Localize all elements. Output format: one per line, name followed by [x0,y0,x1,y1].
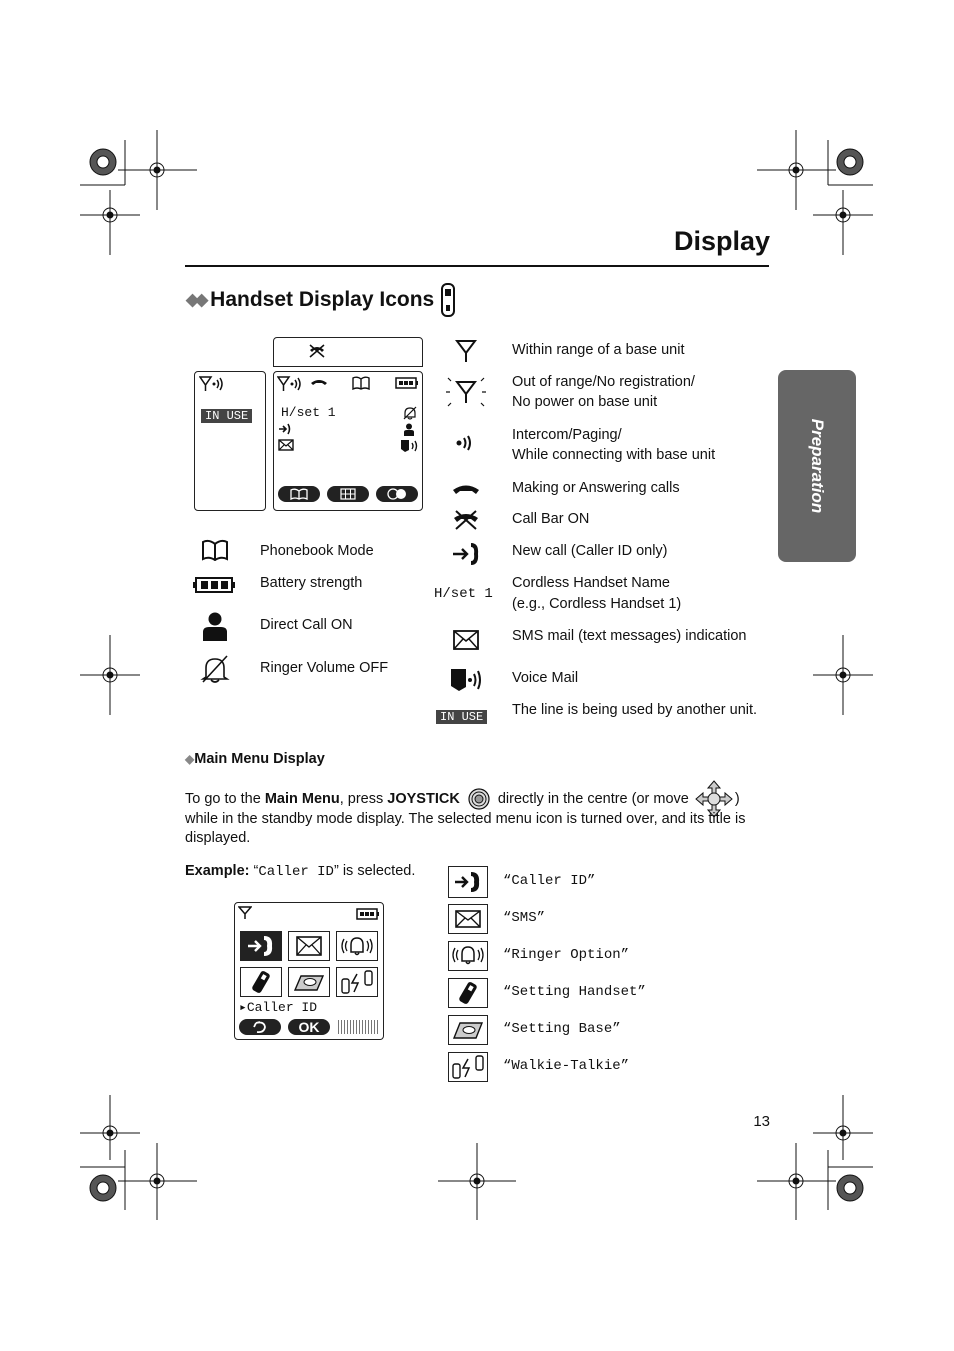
icon-desc: (e.g., Cordless Handset 1) [512,596,682,612]
caller-id-icon [240,931,282,961]
ringer-option-icon [448,941,488,971]
main-menu-paragraph-line3: displayed. [185,830,251,846]
sms-envelope-icon [450,628,482,652]
ringer-off-icon [402,406,418,420]
icon-desc: Phonebook Mode [260,543,374,559]
page-title: Display [673,226,770,256]
icon-desc: Within range of a base unit [512,342,685,358]
menu-tile-ringer [336,931,378,961]
menu-item-label: “Walkie-Talkie” [503,1058,630,1074]
handset-off-hook-icon [310,378,328,388]
main-menu-paragraph-line1: To go to the Main Menu, press JOYSTICK directly in the centre (or move ) [185,780,775,802]
icon-desc: New call (Caller ID only) [512,543,668,559]
menu-grid-icon [340,488,356,500]
softkey-blank [338,1020,378,1034]
menu-tile-caller-id [240,931,282,961]
icon-desc: Battery strength [260,575,363,591]
icon-desc: SMS mail (text messages) indication [512,628,747,644]
sms-envelope-icon [278,439,294,451]
direct-call-icon [403,423,415,437]
diamond-bullets-icon: ◆◆ [186,290,205,309]
antenna-intercom-icon [199,376,227,392]
antenna-intercom-icon [277,376,307,392]
icon-list-left [190,536,430,696]
in-use-badge: IN USE [436,710,487,724]
caller-id-icon [448,866,488,898]
menu-item-label: “Caller ID” [503,873,596,889]
hset-name-text: H/set 1 [434,586,493,602]
menu-tile-setting-handset [240,967,282,997]
softkey-menu [327,486,369,502]
call-bar-icon [308,344,326,358]
battery-icon [395,377,419,389]
menu-tile-sms [288,931,330,961]
joystick-center-icon [468,788,490,810]
phonebook-icon [198,538,232,562]
softkey-intercom [376,486,418,502]
menu-screen [234,902,384,1040]
ringer-off-icon [198,654,232,684]
page-number: 13 [753,1113,770,1130]
menu-item-label: “Setting Base” [503,1021,621,1037]
icon-list-right [430,336,780,726]
antenna-icon [238,906,252,920]
icon-desc: The line is being used by another unit. [512,702,758,718]
side-tab-label: Preparation [808,418,828,514]
walkie-talkie-icon [337,968,377,996]
setting-base-icon [448,1015,488,1045]
in-use-badge: IN USE [201,409,252,423]
icon-desc: Out of range/No registration/ [512,374,695,390]
battery-icon [356,908,380,920]
icon-desc: While connecting with base unit [512,447,716,463]
hset-name-text: H/set 1 [281,405,336,420]
menu-tile-walkie [336,967,378,997]
setting-handset-icon [448,978,488,1008]
phonebook-icon [352,376,370,390]
menu-item-label: “SMS” [503,910,546,926]
icon-desc: Direct Call ON [260,617,353,633]
main-menu-heading: ◆Main Menu Display [185,751,325,767]
example-line: Example: “Caller ID” is selected. [185,863,416,880]
main-menu-paragraph-line2: while in the standby mode display. The selected menu icon is turned over, and its title is [185,811,746,827]
new-call-icon [278,423,292,435]
phonebook-icon [290,488,308,500]
call-bar-icon [450,509,482,531]
back-arrow-icon [252,1020,268,1034]
menu-item-label: “Ringer Option” [503,947,630,963]
new-call-icon [450,540,482,568]
battery-icon [192,574,238,596]
softkey-phonebook [278,486,320,502]
ringer-option-icon [337,932,377,960]
softkey-ok: OK [288,1019,330,1035]
icon-desc: Intercom/Paging/ [512,427,622,443]
icon-desc: Voice Mail [512,670,579,686]
handset-icon [440,283,456,317]
menu-caption: ▸Caller ID [239,1000,318,1015]
display-example [194,337,424,512]
icon-desc: Cordless Handset Name [512,575,670,591]
menu-item-label: “Setting Handset” [503,984,646,1000]
icon-desc: No power on base unit [512,394,658,410]
side-tab [778,370,856,562]
voice-mail-icon [400,439,420,453]
section-title: Handset Display Icons [210,288,435,311]
menu-items-list [448,866,778,1086]
icon-desc: Call Bar ON [512,511,590,527]
intercom-icon [450,432,482,454]
menu-tile-setting-base [288,967,330,997]
section-heading [186,283,456,317]
call-bar-screen [273,337,423,367]
diamond-bullet-icon: ◆ [185,752,195,766]
setting-base-icon [289,968,329,996]
antenna-flashing-icon [442,374,490,410]
setting-handset-icon [241,968,281,996]
softkey-back [239,1019,281,1035]
voice-mail-icon [448,666,486,694]
icon-desc: Making or Answering calls [512,480,680,496]
handset-off-hook-icon [450,482,482,498]
antenna-icon [448,338,484,364]
sms-icon [289,932,329,960]
main-screen [273,371,423,511]
walkie-talkie-icon [448,1052,488,1082]
sms-icon [448,904,488,934]
direct-call-icon [200,612,230,642]
icon-desc: Ringer Volume OFF [260,660,389,676]
title-rule [185,265,769,267]
intercom-circles-icon [386,488,408,500]
left-screen [194,371,266,511]
